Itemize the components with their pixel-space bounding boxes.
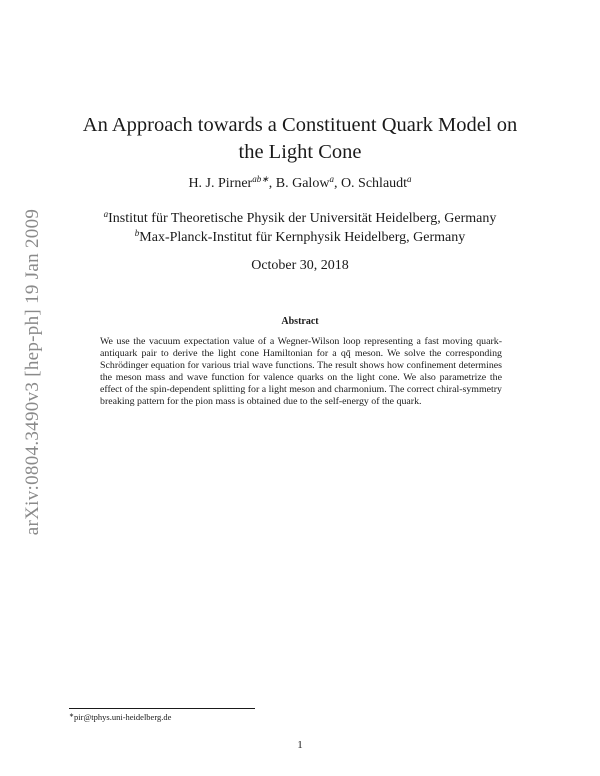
title-line-1: An Approach towards a Constituent Quark Model on: [82, 114, 518, 136]
arxiv-identifier: arXiv:0804.3490v3 [hep-ph] 19 Jan 2009: [22, 208, 43, 536]
affiliation-b: [60, 230, 540, 246]
author-separator: ,: [333, 176, 341, 191]
paper-title: [60, 112, 540, 166]
footnote-rule: [69, 708, 255, 709]
author-affiliation-mark: a: [329, 174, 334, 184]
footnote: [69, 712, 171, 722]
author-separator: ,: [268, 176, 276, 191]
paper-date: October 30, 2018: [251, 258, 349, 273]
affiliation-text: Max-Planck-Institut für Kernphysik Heidelberg, Germany: [139, 230, 466, 245]
author-name: B. Galow: [275, 176, 330, 191]
author-affiliation-mark: a: [407, 174, 412, 184]
affiliation-mark: a: [103, 209, 109, 219]
affiliation-text: Institut für Theoretische Physik der Universität Heidelberg, Germany: [108, 211, 497, 226]
author-name: O. Schlaudt: [340, 176, 408, 191]
footnote-email: pir@tphys.uni-heidelberg.de: [74, 712, 172, 722]
footnote-mark: ∗: [69, 713, 75, 719]
author-list: [60, 176, 540, 192]
affiliation-a: [60, 211, 540, 227]
author-affiliation-mark: ab∗: [252, 174, 269, 184]
affiliation-mark: b: [134, 228, 140, 238]
author-name: H. J. Pirner: [188, 176, 253, 191]
page-number: 1: [297, 739, 303, 751]
abstract-body: We use the vacuum expectation value of a Wegner-Wilson loop representing a fast moving quark-antiquark pair to derive the light cone Hamiltonian for a qq̄ meson. We solve the corresponding Schrödinger equation for various trial wave functions. The result shows how confinement determines the meson mass and wave function for valence quarks on the light cone. We also parametrize the effect of the spin-dependent splitting for a light meson and charmonium. The correct chiral-symmetry breaking pattern for the pion mass is obtained due to the self-energy of the quark.: [100, 336, 502, 407]
title-line-2: the Light Cone: [238, 141, 362, 163]
abstract-heading: Abstract: [281, 316, 319, 327]
